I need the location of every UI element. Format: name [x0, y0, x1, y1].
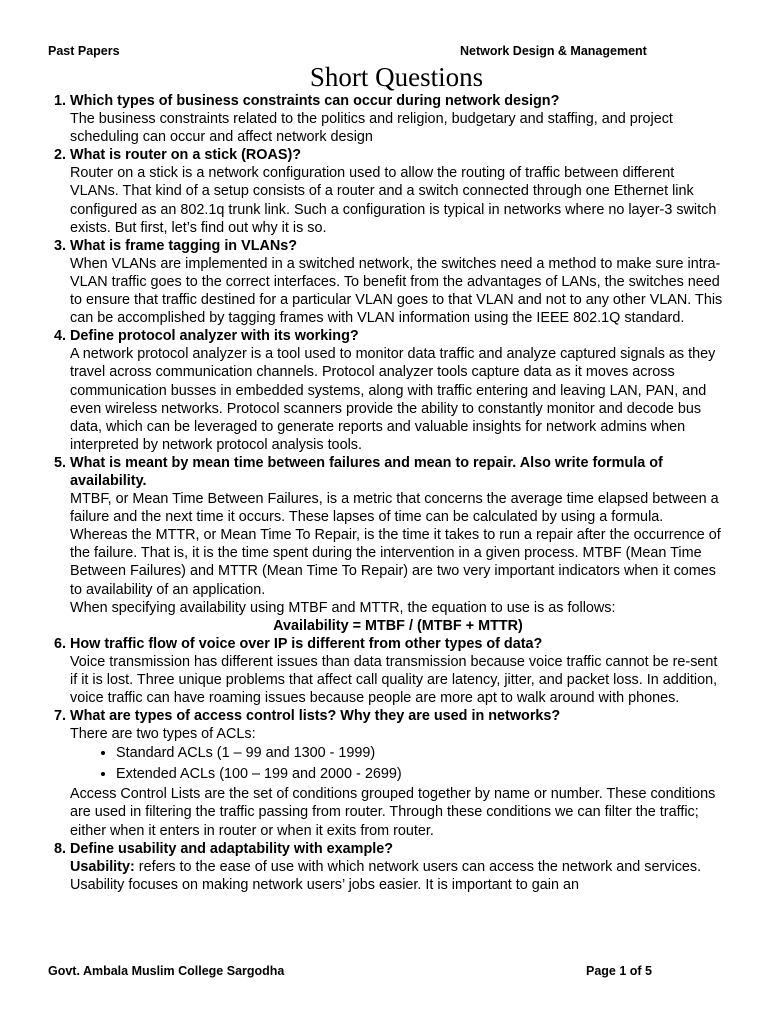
answer-text: When VLANs are implemented in a switched network, the switches need a method to make sure intra-VLAN traffic goes to the correct interfaces. To benefit from the advantages of LANs, the switches need to ensure that traffic destined for a particular VLAN goes to that VLAN and not to any other VLAN. This can be accomplished by tagging frames with VLAN information using the IEEE 802.1Q standard. [70, 255, 723, 327]
question-item [70, 840, 726, 894]
answer-text [70, 858, 726, 894]
question-text: 5. What is meant by mean time between failures and mean to repair. Also write formula of availability. [70, 454, 663, 489]
footer-left: Govt. Ambala Muslim College Sargodha [48, 964, 285, 978]
question-text: 1. Which types of business constraints can occur during network design? [70, 93, 560, 109]
question-item [70, 454, 726, 635]
answer-text: When specifying availability using MTBF and MTTR, the equation to use is as follows: [70, 599, 616, 616]
answer-text: The business constraints related to the politics and religion, budgetary and staffing, and project scheduling can occur and affect network design [70, 111, 673, 146]
usability-term: Usability: [70, 858, 135, 875]
answer-text: Router on a stick is a network configuration used to allow the routing of traffic between different VLANs. That kind of a setup consists of a router and a switch connected through one Ethernet link configured as an 802.1q trunk link. Such a configuration is typical in networks where no layer-3 switch exists. But first, let’s find out why it is so. [70, 165, 717, 236]
availability-formula: Availability = MTBF / (MTBF + MTTR) [273, 617, 523, 634]
answer-text: A network protocol analyzer is a tool used to monitor data traffic and analyze captured signals as they travel across communication channels. Protocol analyzer tools capture data as it moves across communication busses in embedded systems, along with traffic entering and leaving LAN, PAN, and even wireless networks. Protocol scanners provide the ability to constantly monitor and decode bus data, which can be leveraged to generate reports and valuable insights for network admins when interpreted by network protocol analysis tools. [70, 346, 716, 453]
question-text: 6. How traffic flow of voice over IP is different from other types of data? [70, 635, 543, 652]
question-item [70, 237, 726, 327]
answer-text: There are two types of ACLs: [70, 726, 256, 743]
question-item [70, 146, 726, 236]
answer-text: Access Control Lists are the set of conditions grouped together by name or number. These conditions are used in filtering the traffic passing from router. Through these conditions we can filter the traffic; either when it enters in router or when it exits from router. [70, 786, 716, 839]
question-text: 4. Define protocol analyzer with its working? [70, 328, 359, 345]
answer-text: Whereas the MTTR, or Mean Time To Repair, is the time it takes to run a repair after the occurrence of the failure. That is, it is the time spent during the intervention in a given process. MTBF (Mean Time Between Failures) and MTTR (Mean Time To Repair) are two very important indicators when it comes to availability of an application. [70, 527, 721, 598]
question-text: 7. What are types of access control lists? Why they are used in networks? [70, 708, 561, 725]
header-left: Past Papers [48, 44, 120, 58]
page-title: Short Questions [309, 62, 484, 92]
acl-type-list [70, 743, 726, 785]
question-text: 2. What is router on a stick (ROAS)? [70, 147, 302, 164]
list-item: • Standard ACLs (1 – 99 and 1300 - 1999) [116, 743, 726, 764]
question-item [70, 92, 726, 146]
header-right: Network Design & Management [460, 44, 647, 58]
questions-content [36, 92, 726, 894]
usability-definition: refers to the ease of use with which network users can access the network and services. Usability focuses on making network users’ jobs easier. It is important to gain an [70, 858, 702, 893]
list-item: • Extended ACLs (100 – 199 and 2000 - 2699) [116, 764, 726, 785]
question-item [70, 327, 726, 454]
question-text: 8. Define usability and adaptability with example? [70, 840, 394, 857]
answer-text: MTBF, or Mean Time Between Failures, is a metric that concerns the average time elapsed between a failure and the next time it occurs. These lapses of time can be calculated by using a formula. [70, 491, 719, 526]
question-item [70, 635, 726, 707]
question-text: 3. What is frame tagging in VLANs? [70, 237, 298, 254]
answer-text: Voice transmission has different issues than data transmission because voice traffic cannot be re-sent if it is lost. Three unique problems that affect call quality are latency, jitter, and packet loss. In addition, voice traffic can have roaming issues because people are more apt to walk around with phones. [70, 653, 718, 707]
page-number: Page 1 of 5 [586, 964, 652, 978]
question-list [36, 92, 726, 894]
question-item [70, 707, 726, 839]
